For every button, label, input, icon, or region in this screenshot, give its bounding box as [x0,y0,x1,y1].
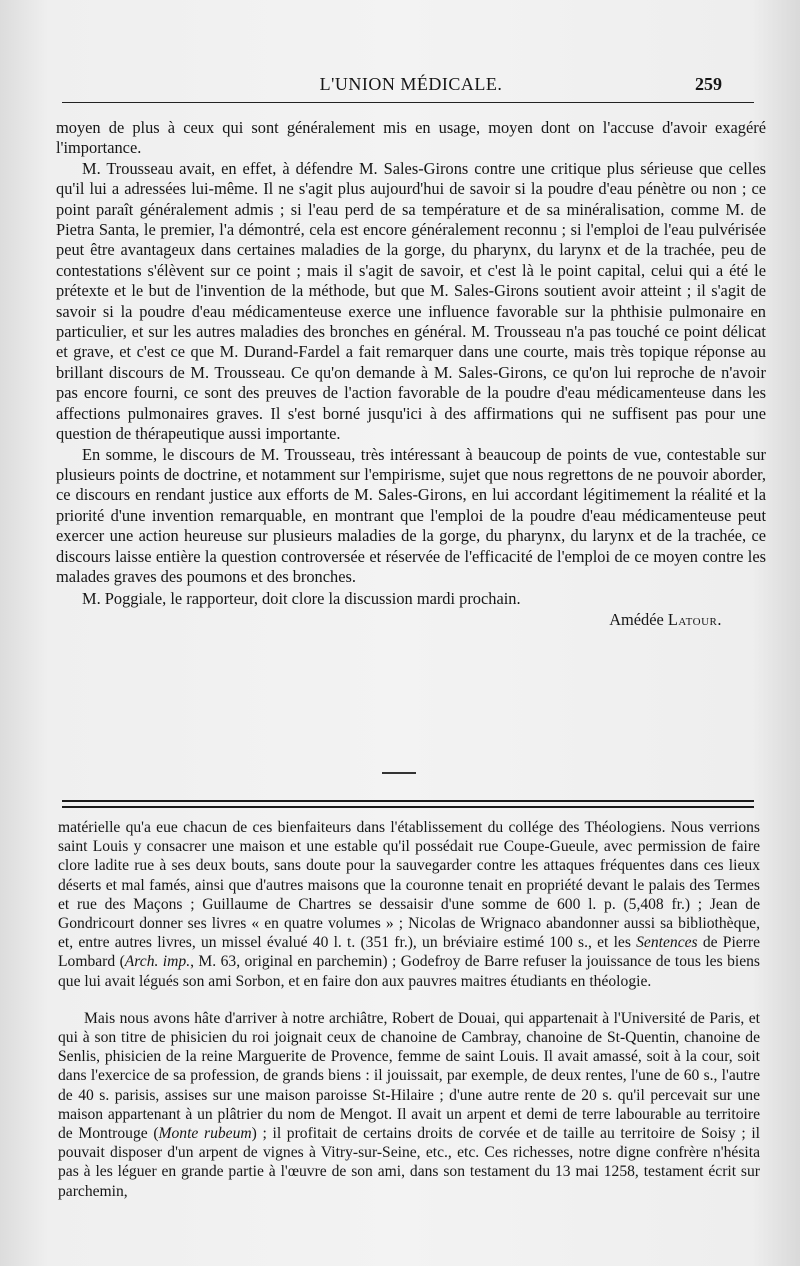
footnote-italic-text: Arch. imp. [124,953,191,971]
footnote-rule [62,800,754,808]
footnote-text: ) ; il profitait de certains droits de corvée et de taille au territoire de Soisy ; il pouvait disposer d'un arpent de vignes à Vitry-sur-Seine, etc., etc. Ces richesses, notre digne confrère n'hésita pas à les léguer en grande partie à l'œuvre de son ami, dans son testament du 13 mai 1258, testament écrit sur parchemin, [58,1125,760,1200]
header-rule [62,102,754,103]
page-header [62,70,760,102]
footnote-text: matérielle qu'a eue chacun de ces bienfaiteurs dans l'établissement du collége des Théologiens. Nous verrions saint Louis y consacrer une maison et une estable qu'il possédait rue Coupe-Gueule, avec permission de faire clore ladite rue à ses deux bouts, sans doute pour la sauvegarder contre les attaques fréquentes dans ces lieux déserts et mal famés, ainsi que d'autres maisons que la couronne tenait en propriété devant le palais des Termes et rue des Maçons ; Guillaume de Chartres se dessaisir d'une somme de 600 l. p. (5,408 fr.) ; Jean de Gondricourt donner ses livres « en quatre volumes » ; Nicolas de Wrignaco abandonner aussi sa bibliothèque, et, entre autres livres, un missel évalué 40 l. t. (351 fr.), un bréviaire estimé 100 s., et les [58,819,760,952]
paragraph: moyen de plus à ceux qui sont généralement mis en usage, moyen dont on l'accuse d'avoir exagéré l'importance. [56,118,766,158]
footnotes [58,818,760,1201]
footnote-italic-text: Sentences [636,934,698,952]
running-title: L'UNION MÉDICALE. [319,74,503,94]
closing-paragraph: M. Poggiale, le rapporteur, doit clore la discussion mardi prochain. [82,589,521,609]
signature-first-name: Amédée [609,609,664,629]
main-text [56,118,766,630]
footnote-paragraph [58,1009,760,1201]
footnote-text: de Pierre Lombard ( [58,934,761,971]
footnote-paragraph [58,818,760,991]
signature [56,610,766,630]
footnote-text: , M. 63, original en parchemin) ; Godefroy de Barre refuser la jouissance de tous les biens que lui avait légués son ami Sorbon, et en faire don aux pauvres maitres étudiants en théologie. [58,953,760,990]
footnote-text: Mais nous avons hâte d'arriver à notre archiâtre, Robert de Douai, qui appartenait à l'Université de Paris, et qui à son titre de phisicien du roi joignait ceux de chanoine de Cambray, chanoine de St-Quentin, chanoine de Senlis, phisicien de la reine Marguerite de Provence, femme de saint Louis. Il avait amassé, soit à la cour, soit dans l'exercice de sa profession, de grands biens : il jouissait, par exemple, de deux rentes, l'une de 60 s., l'autre de 40 s. parisis, assises sur une maison paroisse St-Hilaire ; d'une autre rente de 20 s. qu'il percevait sur une maison appartenant à un plâtrier du nom de Mengot. Il avait un arpent et demi de terre labourable au territoire de Montrouge ( [58,1009,760,1143]
end-mark-divider [382,772,416,774]
signature-last-name: Latour. [667,609,722,629]
paragraph: En somme, le discours de M. Trousseau, très intéressant à beaucoup de points de vue, contestable sur plusieurs points de doctrine, et notamment sur l'empirisme, sujet que nous regrettons de ne pouvoir aborder, ce discours en rendant justice aux efforts de M. Sales-Girons, en lui accordant légitimement la réalité et la priorité d'une invention remarquable, en montrant que l'emploi de la poudre d'eau médicamenteuse peut exercer une action heureuse sur plusieurs maladies de la gorge, du pharynx, du larynx et de la trachée, ce discours laisse entière la question controversée et réservée de l'efficacité de l'emploi de ce moyen contre les malades graves des poumons et des bronches. [56,444,766,586]
page-number: 259 [695,74,722,94]
footnote-italic-text: Monte rubeum [158,1125,252,1143]
paragraph: M. Trousseau avait, en effet, à défendre M. Sales-Girons contre une critique plus sérieuse que celles qu'il lui a adressées lui-même. Il ne s'agit plus aujourd'hui de savoir si la poudre d'eau pénètre ou non ; ce point paraît généralement admis ; si l'eau perd de sa température et de sa minéralisation, comme M. de Pietra Santa, le premier, l'a démontré, cela est encore généralement reconnu ; si l'emploi de l'eau pulvérisée peut être avantageux dans certaines maladies de la gorge, du pharynx, du larynx et de la trachée, peu de contestations s'élèvent sur ce point ; mais il s'agit de savoir, et c'est là le point capital, celui qui a été le prétexte et le but de l'invention de la méthode, but que M. Sales-Girons soutient avoir atteint ; il s'agit de savoir si la poudre d'eau médicamenteuse exerce une influence favorable sur la phthisie pulmonaire en particulier, et sur les autres maladies des bronches en général. M. Trousseau n'a pas touché ce point délicat et grave, et c'est ce que M. Durand-Fardel a fait remarquer dans une courte, mais très topique réponse au brillant discours de M. Trousseau. Ce qu'on demande à M. Sales-Girons, ce qu'on lui reproche de n'avoir pas encore fourni, ce sont des preuves de l'action favorable de la poudre d'eau médicamenteuse dans les affections pulmonaires graves. Il s'est borné jusqu'ici à des affirmations qui ne suffisent pas pour une question de thérapeutique aussi importante. [56,158,766,444]
